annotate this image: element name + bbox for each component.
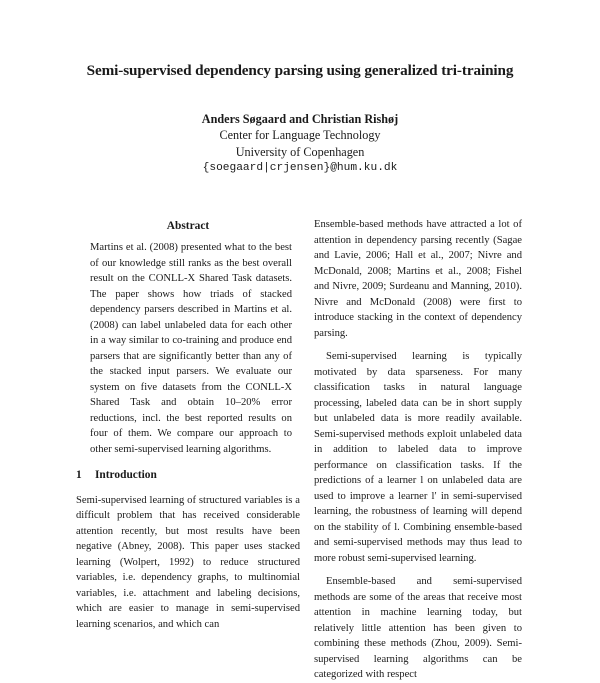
right-paragraph-ensemble: Ensemble-based methods have attracted a lot of attention in dependency parsing recently (Sagae and Lavie, 2006; Hall et al., 2007; Nivre and McDonald, 2008; Martins et al., 2008; Fishel and Nivre, 2009; Surdeanu and Manning, 2010). Nivre and McDonald (2008) were first to introduce stacking in the context of dependency parsing. bbox=[314, 219, 522, 339]
author-email: {soegaard|crjensen}@hum.ku.dk bbox=[202, 161, 398, 174]
section-heading-introduction bbox=[76, 468, 300, 484]
right-paragraph-semi-supervised: Semi-supervised learning is typically motivated by data sparseness. For many classification tasks in natural language processing, labeled data can be in short supply but unlabeled data is more readily available. Semi-supervised methods exploit unlabeled data in addition to labeled data to improve performance on classification tasks. If the predictions of a learner l on unlabeled data are used to improve a learner l′ in semi-supervised learning, the robustness of learning will depend on the stability of l. Combining ensemble-based and semi-supervised methods may thus lead to more robust semi-supervised learning. bbox=[314, 351, 522, 564]
abstract-heading: Abstract bbox=[166, 220, 210, 232]
left-column bbox=[76, 218, 300, 632]
section-number: 1 bbox=[76, 469, 82, 481]
right-column bbox=[314, 217, 522, 683]
author-block bbox=[0, 111, 600, 176]
introduction-paragraph: Semi-supervised learning of structured variables is a difficult problem that has received considerable attention recently, but most results have been negative (Abney, 2008). This paper uses stacked learning (Wolpert, 1992) to reduce structured variables, i.e. dependency graphs, to multinomial variables, i.e. attachment and labeling decisions, which are easier to manage in semi-supervised learning scenarios, and which can bbox=[76, 494, 300, 630]
author-names: Anders Søgaard and Christian Rishøj bbox=[201, 112, 399, 126]
right-paragraph-combining: Ensemble-based and semi-supervised methods are some of the areas that receive most attention in machine learning today, but relatively little attention has been given to combining these methods (Zhou, 2009). Semi-supervised learning algorithms can be categorized with respect bbox=[314, 576, 522, 680]
affiliation-line-2: University of Copenhagen bbox=[235, 144, 365, 159]
paper-title: Semi-supervised dependency parsing using generalized tri-training bbox=[86, 62, 514, 79]
section-title: Introduction bbox=[95, 469, 157, 481]
affiliation-line-1: Center for Language Technology bbox=[219, 128, 381, 143]
abstract-text: Martins et al. (2008) presented what to the best of our knowledge still ranks as the best overall result on the CONLL-X Shared Task datasets. The paper shows how triads of stacked dependency parsers described in Martins et al. (2008) can label unlabeled data for each other in a way similar to co-training and produce end parsers that are significantly better than any of the stacked input parsers. We evaluate our system on five datasets from the CONLL-X Shared Task and obtain 10–20% error reductions, incl. the best reported results on four of them. We compare our approach to other semi-supervised learning algorithms. bbox=[90, 242, 292, 455]
